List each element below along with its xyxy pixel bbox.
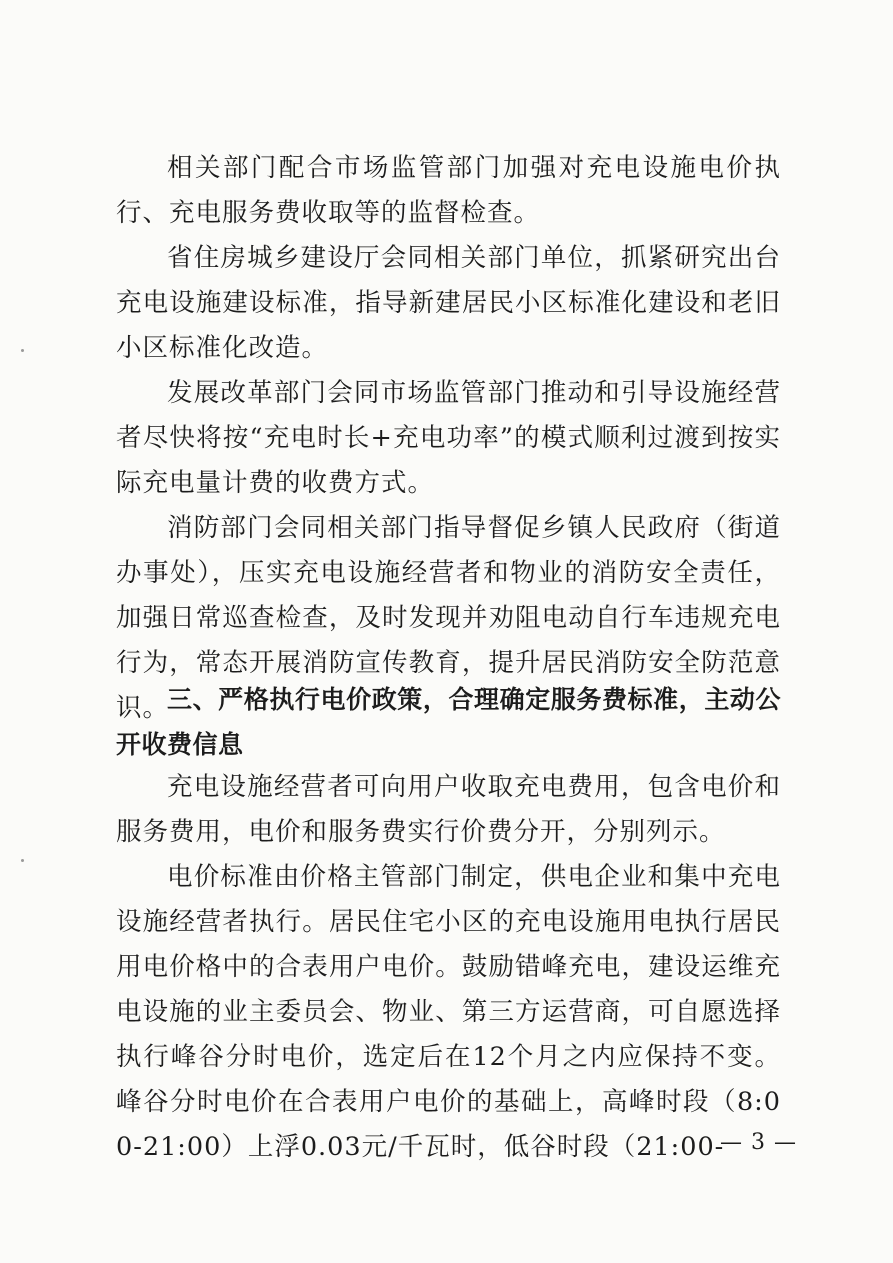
- section-heading-block: [116, 677, 781, 767]
- scan-speck: [21, 349, 24, 352]
- upper-paragraphs: [116, 146, 781, 731]
- section-heading: 三、严格执行电价政策，合理确定服务费标准，主动公开收费信息: [116, 685, 781, 759]
- scan-speck: [21, 859, 24, 862]
- body-paragraph: 充电设施经营者可向用户收取充电费用，包含电价和服务费用，电价和服务费实行价费分开，分别列示。: [116, 772, 781, 847]
- body-paragraph: 电价标准由价格主管部门制定，供电企业和集中充电设施经营者执行。居民住宅小区的充电设施用电执行居民用电价格中的合表用户电价。鼓励错峰充电，建设运维充电设施的业主委员会、物业、第三方运营商，可自愿选择执行峰谷分时电价，选定后在12个月之内应保持不变。峰谷分时电价在合表用户电价的基础上，高峰时段（8:00-21:00）上浮0.03元/千瓦时，低谷时段（21:00-: [116, 862, 781, 1162]
- lower-paragraphs: [116, 765, 781, 1170]
- body-paragraph: 发展改革部门会同市场监管部门推动和引导设施经营者尽快将按“充电时长+充电功率”的模式顺利过渡到按实际充电量计费的收费方式。: [116, 378, 781, 498]
- body-paragraph: 省住房城乡建设厅会同相关部门单位，抓紧研究出台充电设施建设标准，指导新建居民小区标准化建设和老旧小区标准化改造。: [116, 243, 781, 363]
- page-number: — 3 —: [720, 1130, 797, 1155]
- body-paragraph: 消防部门会同相关部门指导督促乡镇人民政府（街道办事处），压实充电设施经营者和物业的消防安全责任，加强日常巡查检查，及时发现并劝阻电动自行车违规充电行为，常态开展消防宣传教育，提升居民消防安全防范意识。: [116, 513, 781, 723]
- body-paragraph: 相关部门配合市场监管部门加强对充电设施电价执行、充电服务费收取等的监督检查。: [116, 153, 781, 228]
